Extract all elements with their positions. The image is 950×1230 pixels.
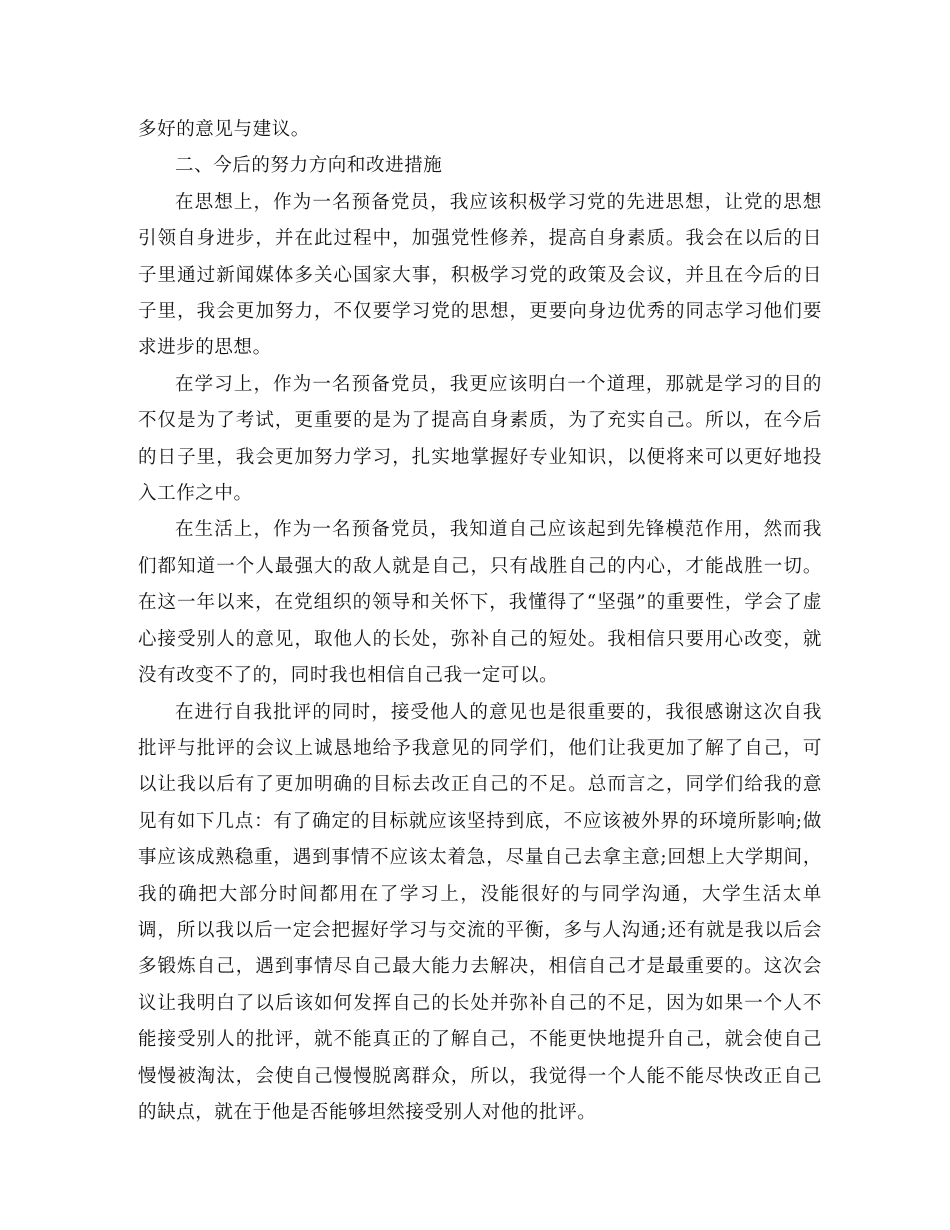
paragraph-life: 在生活上，作为一名预备党员，我知道自己应该起到先锋模范作用，然而我们都知道一个人最强大的敌人就是自己，只有战胜自己的内心，才能战胜一切。在这一年以来，在党组织的领导和关怀下，我懂得了“坚强”的重要性，学会了虚心接受别人的意见，取他人的长处，弥补自己的短处。我相信只要用心改变，就没有改变不了的，同时我也相信自己我一定可以。 (138, 519, 822, 687)
document-body (138, 112, 822, 1131)
paragraph-thought: 在思想上，作为一名预备党员，我应该积极学习党的先进思想，让党的思想引领自身进步，并在此过程中，加强党性修养，提高自身素质。我会在以后的日子里通过新闻媒体多关心国家大事，积极学习党的政策及会议，并且在今后的日子里，我会更加努力，不仅要学习党的思想，更要向身边优秀的同志学习他们要求进步的思想。 (138, 191, 822, 359)
paragraph-continuation: 多好的意见与建议。 (138, 119, 310, 140)
section-heading: 二、今后的努力方向和改进措施 (175, 155, 443, 177)
paragraph-criticism: 在进行自我批评的同时，接受他人的意见也是很重要的，我很感谢这次自我批评与批评的会议上诚恳地给予我意见的同学们，他们让我更加了解了自己，可以让我以后有了更加明确的目标去改正自己的不足。总而言之，同学们给我的意见有如下几点：有了确定的目标就应该坚持到底，不应该被外界的环境所影响;做事应该成熟稳重，遇到事情不应该太着急，尽量自己去拿主意;回想上大学期间，我的确把大部分时间都用在了学习上，没能很好的与同学沟通，大学生活太单调，所以我以后一定会把握好学习与交流的平衡，多与人沟通;还有就是我以后会多锻炼自己，遇到事情尽自己最大能力去解决，相信自己才是最重要的。这次会议让我明白了以后该如何发挥自己的长处并弥补自己的不足，因为如果一个人不能接受别人的批评，就不能真正的了解自己，不能更快地提升自己，就会使自己慢慢被淘汰，会使自己慢慢脱离群众，所以，我觉得一个人能不能尽快改正自己的缺点，就在于他是否能够坦然接受别人对他的批评。 (138, 701, 822, 1123)
paragraph-study: 在学习上，作为一名预备党员，我更应该明白一个道理，那就是学习的目的不仅是为了考试，更重要的是为了提高自身素质，为了充实自己。所以，在今后的日子里，我会更加努力学习，扎实地掌握好专业知识，以便将来可以更好地投入工作之中。 (138, 373, 822, 505)
